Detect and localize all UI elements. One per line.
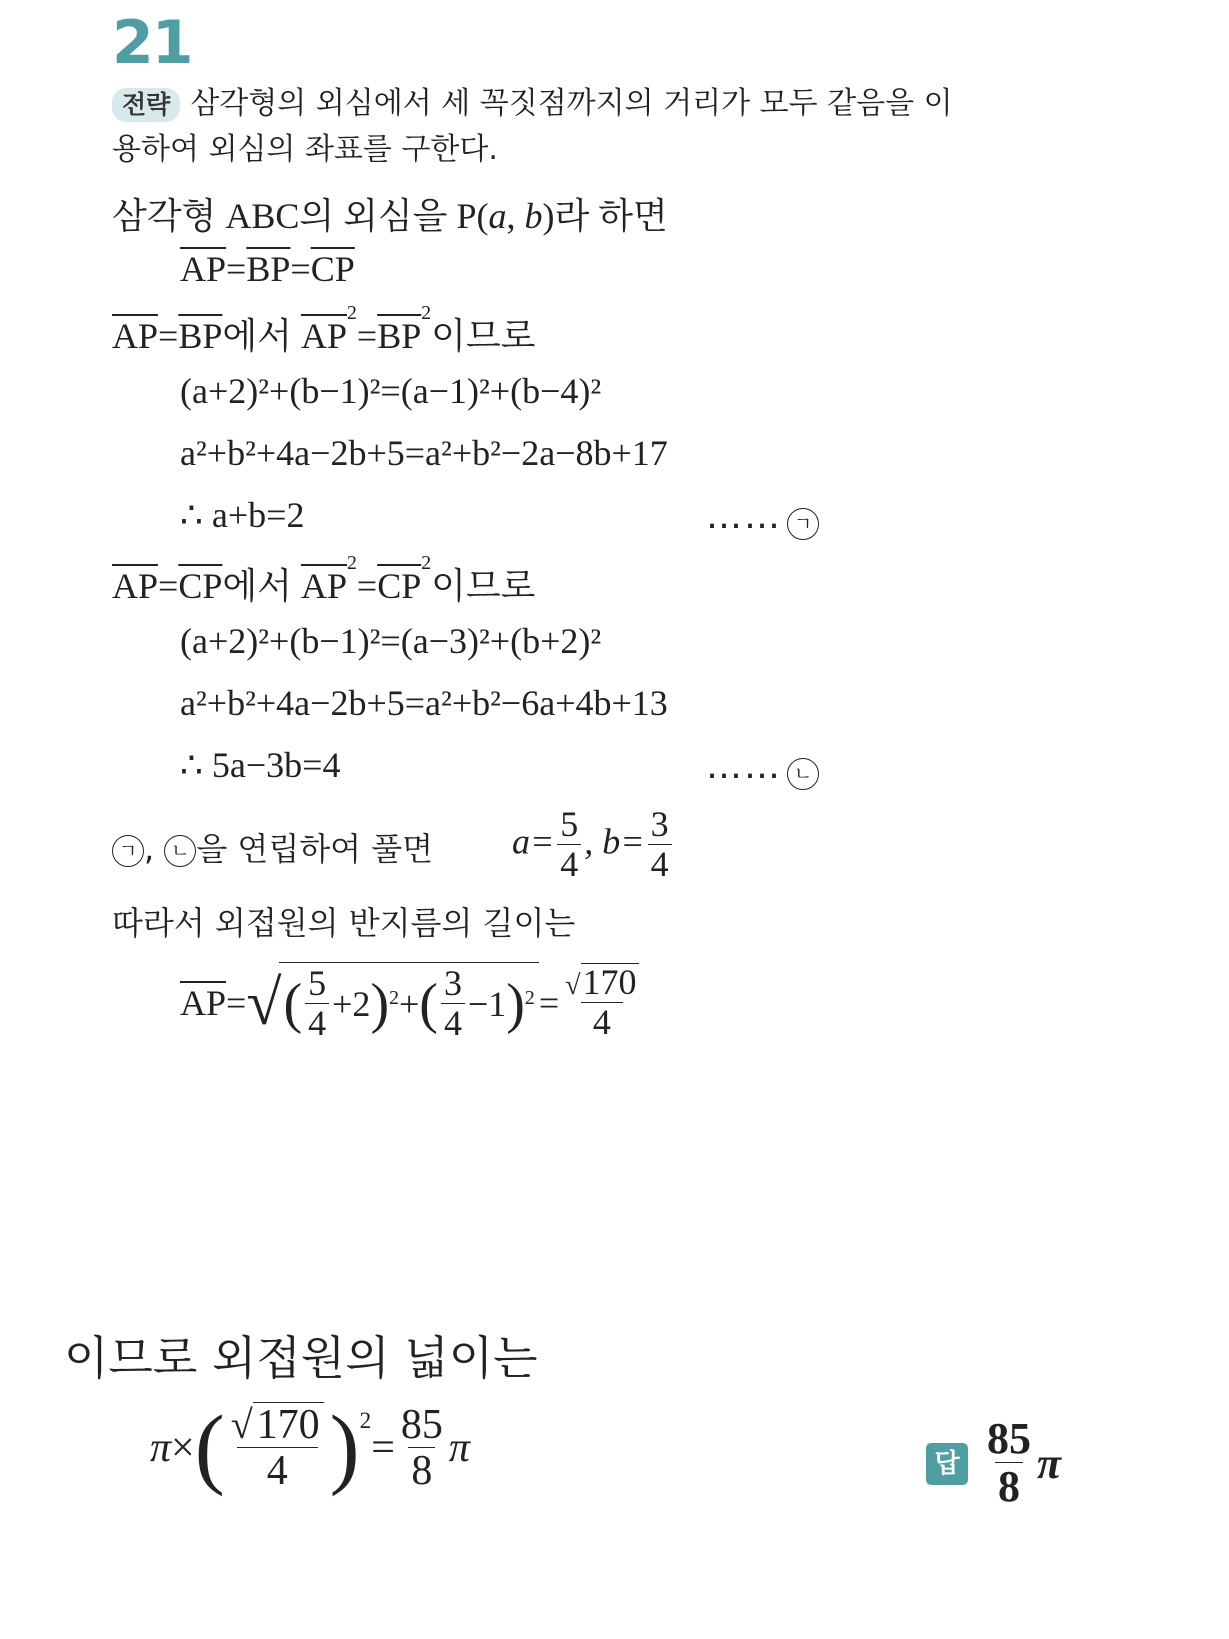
eq-sign: = [158, 566, 179, 606]
pi-symbol: π [150, 1425, 172, 1472]
answer-frac: $\frac{85}{8}$ [987, 1414, 1031, 1512]
seg-cp: $\overline{CP}$ [178, 566, 223, 606]
eq-sign: = [371, 1425, 395, 1472]
plus-two: +2 [332, 984, 371, 1025]
marker-2: ㄴ [787, 758, 819, 790]
sol-b-frac: $\frac{3}{4}$ [648, 806, 672, 884]
solve-comma: , [144, 830, 155, 868]
intro-b: b [524, 196, 543, 236]
intro-line [112, 188, 668, 239]
ap-cp-line: $\overline{AP}=\overline{CP}$에서 $\overline{AP}^2=\overline{CP}^2$이므로 [112, 552, 536, 606]
answer-pi: π [1037, 1439, 1062, 1489]
eq-all-line [180, 248, 355, 290]
seg-ap: $\overline{AP}$ [180, 982, 227, 1023]
eq2-line1: (a+2)²+(b−1)²=(a−3)²+(b+2)² [180, 621, 602, 661]
eq2-line2: a²+b²+4a−2b+5=a²+b²−6a+4b+13 [180, 683, 668, 723]
solve-line [112, 824, 433, 870]
ap-bp-line: $\overline{AP}=\overline{BP}$에서 $\overline{AP}^2=\overline{BP}^2$이므로 [112, 302, 536, 356]
area-result: $\frac{85}{8}$ [400, 1401, 443, 1494]
eq-sign: = [356, 316, 378, 356]
seg-ap: $\overline{AP}$ [300, 316, 347, 356]
squared-tail: 이므로 [431, 566, 536, 606]
seg-ap: $\overline{AP}$ [112, 316, 159, 356]
seg-bp: $\overline{BP}$ [178, 316, 223, 356]
intro-suffix: )라 하면 [542, 196, 668, 236]
radius-equation [180, 962, 645, 1043]
eq-sign: = [290, 249, 311, 289]
seg-cp: $\overline{CP}$ [377, 566, 422, 606]
times-sign: × [171, 1425, 195, 1472]
marker-2: ㄴ [164, 835, 196, 867]
area-frac: $\frac{√170}{4}$ [228, 1402, 327, 1494]
ap-bp-tail: 에서 [222, 316, 292, 356]
eq-sign: = [226, 982, 247, 1023]
radicand: ( $\frac{5}{4}$ +2 ) $^2$ + ( $\frac{3}{4}$ −1 ) $^2$ [279, 962, 538, 1043]
minus-one: −1 [467, 984, 507, 1025]
eq-sign: = [538, 982, 560, 1023]
pi-symbol: π [448, 1425, 470, 1472]
eq2-result: ∴ 5a−3b=4 [180, 745, 341, 785]
dots: …… [706, 496, 782, 537]
seg-ap: $\overline{AP}$ [180, 249, 227, 289]
seg-bp: $\overline{BP}$ [377, 316, 422, 356]
strategy-text-1: 삼각형의 외심에서 세 꼭짓점까지의 거리가 모두 같음을 이 [190, 86, 953, 121]
strategy-tag: 전략 [112, 88, 180, 122]
eq-sign: = [226, 249, 247, 289]
answer [926, 1416, 1061, 1512]
intro-a: a [488, 196, 507, 236]
ap-cp-tail: 에서 [222, 566, 292, 606]
dots: …… [706, 746, 782, 787]
seg-ap: $\overline{AP}$ [112, 566, 159, 606]
problem-number: 21 [112, 8, 192, 78]
eq-sign: = [356, 566, 378, 606]
eq-sign: = [158, 316, 179, 356]
sol-a-frac: $\frac{5}{4}$ [557, 806, 581, 884]
eq1-line2: a²+b²+4a−2b+5=a²+b²−2a−8b+17 [180, 433, 668, 473]
marker-2-row [706, 746, 819, 790]
solution-line [512, 806, 675, 884]
radius-text: 따라서 외접원의 반지름의 길이는 [112, 904, 576, 942]
squared-tail: 이므로 [431, 316, 536, 356]
area-text: 이므로 외접원의 넓이는 [64, 1331, 538, 1385]
area-equation: π × ( $\frac{√170}{4}$ ) $^2$ = $\frac{85}{8}$ π [150, 1398, 470, 1498]
radius-frac1: $\frac{5}{4}$ [305, 965, 329, 1043]
strategy-line-1 [112, 84, 953, 124]
solve-text: 을 연립하여 풀면 [196, 830, 434, 868]
sol-a-label: a= [512, 821, 555, 862]
seg-cp: $\overline{CP}$ [310, 249, 355, 289]
marker-1: ㄱ [787, 508, 819, 540]
marker-1-row [706, 496, 819, 540]
eq1-line1: (a+2)²+(b−1)²=(a−1)²+(b−4)² [180, 371, 602, 411]
sqrt-icon: √ [246, 966, 282, 1038]
seg-bp: $\overline{BP}$ [246, 249, 291, 289]
plus: + [398, 984, 420, 1025]
radius-result: $\frac{√170}{4}$ [565, 962, 637, 1042]
eq1-result: ∴ a+b=2 [180, 495, 305, 535]
radius-frac2: $\frac{3}{4}$ [441, 965, 465, 1043]
marker-1: ㄱ [112, 835, 144, 867]
strategy-line-2: 용하여 외심의 좌표를 구한다. [112, 132, 498, 167]
intro-prefix: 삼각형 ABC의 외심을 P( [112, 196, 489, 236]
answer-label: 답 [926, 1443, 968, 1485]
sol-b-label: , b= [584, 821, 645, 862]
intro-sep: , [506, 196, 525, 236]
seg-ap: $\overline{AP}$ [300, 566, 347, 606]
